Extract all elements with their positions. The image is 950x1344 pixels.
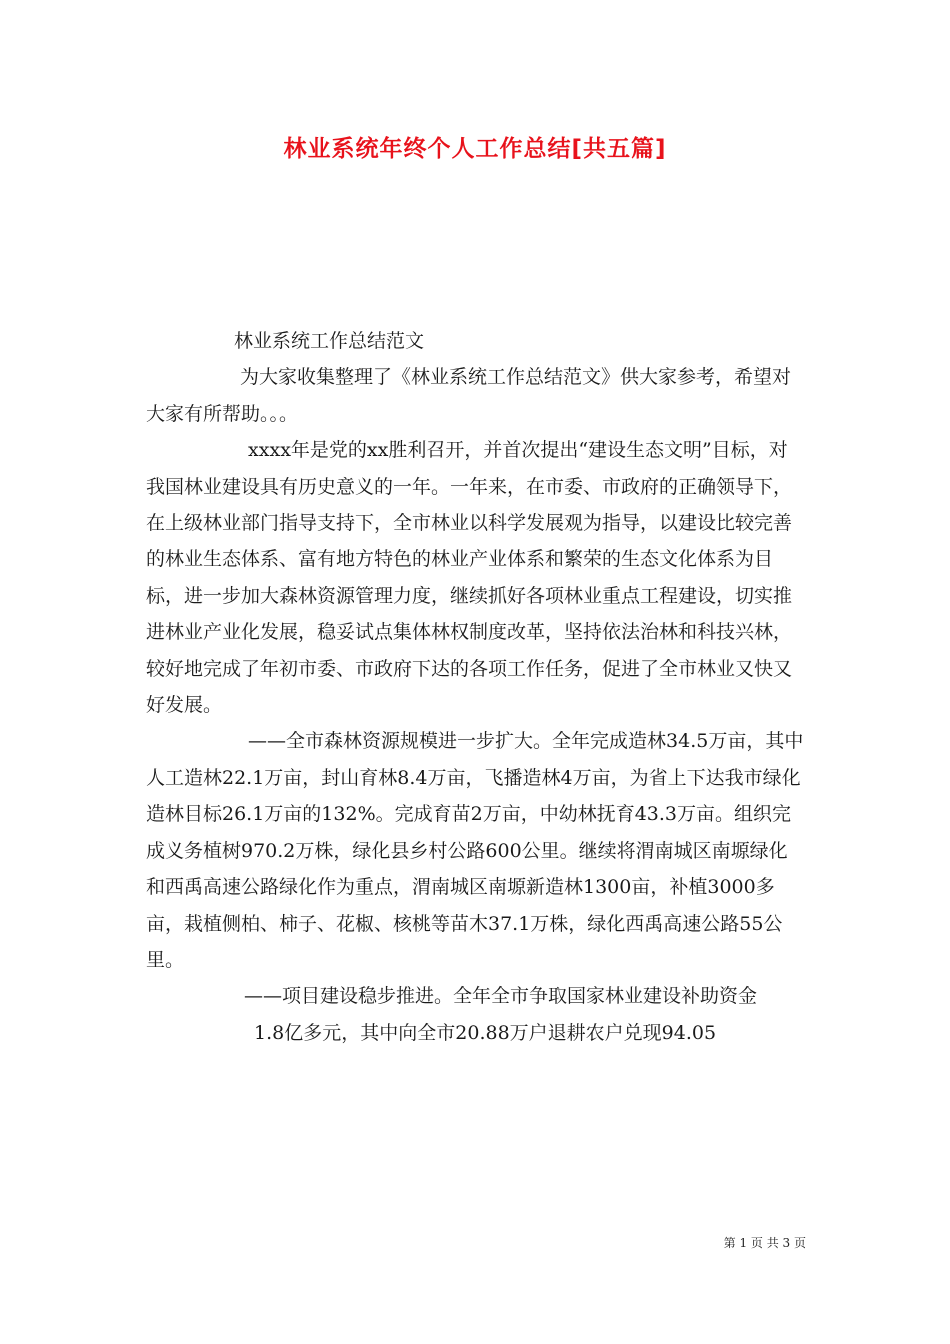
document-body — [146, 323, 806, 1051]
page-number-footer: 第 1 页 共 3 页 — [723, 1236, 806, 1250]
paragraph-overview: xxxx年是党的xx胜利召开，并首次提出“建设生态文明”目标，对我国林业建设具有历史意义的一年。一年来，在市委、市政府的正确领导下，在上级林业部门指导支持下，全市林业以科学发展观为指导，以建设比较完善的林业生态体系、富有地方特色的林业产业体系和繁荣的生态文化体系为目标，进一步加大森林资源管理力度，继续抓好各项林业重点工程建设，切实推进林业产业化发展，稳妥试点集体林权制度改革，坚持依法治林和科技兴林，较好地完成了年初市委、市政府下达的各项工作任务，促进了全市林业又快又好发展。 — [146, 439, 793, 717]
paragraph-project-construction: ——项目建设稳步推进。全年全市争取国家林业建设补助资金 — [244, 985, 758, 1008]
paragraph-heading: 林业系统工作总结范文 — [234, 330, 425, 352]
paragraph-forest-resources: ——全市森林资源规模进一步扩大。全年完成造林34.5万亩，其中人工造林22.1万亩，封山育林8.4万亩，飞播造林4万亩，为省上下达我市绿化造林目标26.1万亩的132%。完成育苗2万亩，中幼林抚育43.3万亩。组织完成义务植树970.2万株，绿化县乡村公路600公里。继续将渭南城区南塬绿化和西禹高速公路绿化作为重点，渭南城区南塬新造林1300亩，补植3000多亩，栽植侧柏、柿子、花椒、核桃等苗木37.1万株，绿化西禹高速公路55公里。 — [146, 730, 804, 971]
paragraph-intro: 为大家收集整理了《林业系统工作总结范文》供大家参考，希望对大家有所帮助。。。 — [146, 366, 792, 425]
paragraph-funding: 1.8亿多元，其中向全市20.88万户退耕农户兑现94.05 — [248, 1021, 717, 1044]
document-title: 林业系统年终个人工作总结[共五篇] — [283, 136, 667, 162]
